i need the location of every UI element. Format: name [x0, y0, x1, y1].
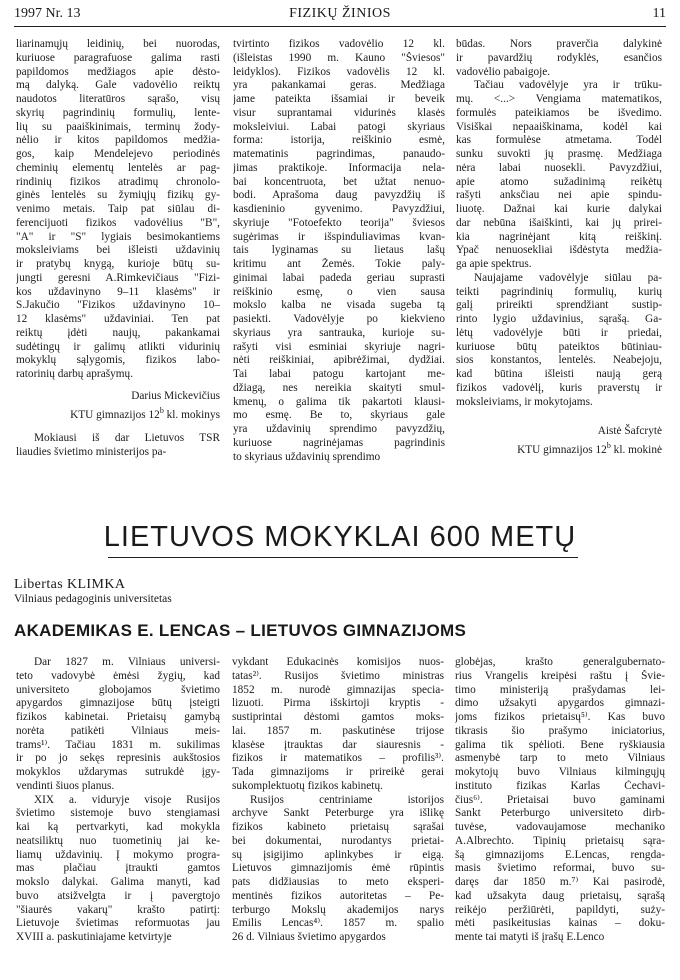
text-line: matematinis pagrindimas, panaudo- — [233, 148, 445, 160]
text-line: moksleiviams bei išleisti uždavinių — [16, 244, 220, 257]
text-line: Emilis Lencas⁴⁾. 1857 m. spalio — [232, 917, 444, 930]
text-line: Tada gimnazijoms ir prireikė gerai — [232, 766, 444, 778]
text-line: reiškinio esmę, o vien sausa — [233, 285, 445, 298]
text-line: liamų uždavinių. Į mokymo progra- — [16, 848, 220, 861]
text-line: Rusijos centriniame istorijos — [250, 793, 444, 806]
text-line: instituto fizikas Karlas Čechavi- — [455, 779, 665, 792]
text-line: mokslo kalba ne visada sugeba tą — [233, 299, 445, 312]
text-line: sukomplektuotų fizikos kabinetų. — [232, 779, 383, 792]
text-line: reikėjo peržiūrėti, papildyti, suży- — [455, 903, 665, 916]
signature-superscript: b — [606, 441, 611, 450]
text-line: Lietuvoje švietimas reformuotas jau — [16, 917, 220, 930]
text-line: mėti pasikeitusias kainas – doku- — [455, 917, 665, 930]
text-line: skyriuje "Fotoefekto teorija" šviesos — [233, 216, 445, 229]
text-line: (išleistas 1990 m. Kauno "Šviesos" — [233, 51, 445, 64]
text-line: globėjas, krašto generalgubernato- — [455, 656, 665, 668]
text-line: sų įsigijimo aplinkybes ir eigą. — [232, 848, 444, 861]
text-line: apie atomo sužadinimą reikėtų — [456, 175, 662, 188]
text-line: venimo metais. Taip pat siūlau di- — [16, 203, 220, 215]
text-line: sugėrimas ir išspinduliavimas kvan- — [233, 230, 445, 243]
text-line: bai koncentruota, bet užtat nenuo- — [233, 175, 445, 188]
text-line: mo esmę. Be to, skyriaus gale — [233, 409, 445, 422]
text-line: mentinės fizikos autoritetas – Pe- — [232, 889, 444, 902]
signature-school — [456, 439, 662, 458]
section-title: LIETUVOS MOKYKLAI 600 METŲ — [103, 521, 577, 553]
text-line: mokyklų sąlygomis, fizikos labo- — [16, 354, 220, 367]
text-line: būdas. Nors praverčia dalykinė — [456, 38, 662, 50]
text-line: leidyklos). Fizikos vadovėlis 12 kl. — [233, 65, 445, 78]
signature-class: kl. mokinys — [163, 408, 220, 421]
text-line: rindinių fizikos atradimų chronolo- — [16, 175, 220, 188]
article-title: AKADEMIKAS E. LENCAS – LIETUVOS GIMNAZIJOMS — [14, 621, 467, 640]
text-line: klasėse įtrauktas dar siauresnis - — [232, 738, 444, 751]
text-line: terburgo Mokslų akademijos narys — [232, 903, 444, 916]
text-line: Lietuvos gimnazijomis ėmė rūpintis — [232, 862, 444, 875]
text-line: vykdant Edukacinės komisijos nuos- — [232, 656, 444, 668]
text-line: liarinamųjų leidinių, bei nuorodas, — [16, 38, 220, 50]
text-line: A.Albrechto. Tipinių prietaisų sąra- — [455, 834, 665, 847]
text-line: naudotos literatūros sąrašo, visų — [16, 93, 220, 105]
text-line: ir pavardžių rodyklės, esančios — [456, 51, 662, 64]
text-line: moksleiviui. Labai patogi skyriaus — [233, 120, 445, 133]
text-line: yra pakankamai geras. Medžiaga — [233, 79, 445, 92]
text-line: rius Vrangelis kreipėsi raštu į Švie- — [455, 669, 665, 682]
text-line: ga apie spektrus. — [456, 258, 532, 270]
text-line: cheminių elementų lentelės ar pag- — [16, 161, 220, 174]
text-line: papildomos medžiagos apie dėsto- — [16, 65, 220, 78]
text-line: teto vadovybė ėmėsi žygių, kad — [16, 669, 220, 682]
text-line: rinto lygio uždavinius, sąrašą. Ga- — [456, 313, 662, 325]
text-line: jungti geresni A.Rimkevičiaus "Fizi- — [16, 271, 220, 284]
text-line: sios konstantos, lentelės. Neabejoju, — [456, 354, 662, 367]
bottom-column-3 — [455, 656, 665, 945]
signature-school-text: KTU gimnazijos 12 — [70, 408, 160, 421]
text-line: to skyriaus uždavinių sprendimo — [233, 450, 381, 463]
text-line: lai. 1857 m. paskutinėse trijose — [232, 724, 444, 737]
text-line: Mokiausi iš dar Lietuvos TSR — [34, 432, 220, 445]
text-line: vadovėlio pabaigoje. — [456, 65, 551, 78]
signature — [456, 425, 662, 457]
signature-school — [16, 404, 220, 423]
text-line: galima tik spėlioti. Bene ryškiausia — [455, 738, 665, 751]
continuation-paragraph — [16, 432, 220, 460]
text-line: trams¹⁾. Tačiau 1831 m. sukilimas — [16, 738, 220, 751]
text-line: Tai labai patogu kartojant me- — [233, 368, 445, 380]
text-line: kos uždavinyno 9–11 klasėms" ir — [16, 285, 220, 298]
text-line: kmenų, o galima tik pakartoti klausi- — [233, 395, 445, 408]
author-name: Libertas KLIMKA — [14, 577, 126, 592]
text-line: norėta patikėti Vilniaus meis- — [16, 724, 220, 737]
text-line: kritimu ant Žemės. Tokie paly- — [233, 258, 445, 270]
text-line: kuriuose paragrafuose galima rasti — [16, 51, 220, 64]
text-line: Visiškai nepaaiškinama, kodėl kai — [456, 120, 662, 133]
text-line: kasdieninio gyvenimo. Pavyzdžiui, — [233, 203, 445, 215]
text-line: daręs dar 1850 m.⁷⁾ Kai pasirodė, — [455, 876, 665, 888]
signature — [16, 390, 220, 422]
bottom-column-1 — [16, 656, 220, 945]
text-line: asmenybė tarp to meto Vilniaus — [455, 752, 665, 765]
signature-superscript: b — [159, 405, 164, 415]
text-line: sudėtingų ir galimų atlikti vidurinių — [16, 340, 220, 353]
text-line: džiagą, nes nereikia skaityti smul- — [233, 381, 445, 394]
text-line: lėtų vadovėlyje būti ir priedai, — [456, 326, 662, 339]
section-title-underline — [108, 557, 578, 558]
text-line: rašyti anksčiau nei apie spindu- — [456, 189, 662, 202]
text-line: Tačiau vadovėlyje yra ir trūku- — [474, 79, 662, 92]
text-line: yra uždavinių sprendimo pavyzdžių, — [233, 423, 445, 435]
text-line: kad būtina išleisti naują gerą — [456, 368, 662, 380]
text-line: mų. <...> Vengiama matematikos, — [456, 93, 662, 105]
text-line: ir po jo sekęs represinis aukštosios — [16, 752, 220, 765]
text-line: bei dokumentai, nurodantys prietai- — [232, 834, 444, 847]
text-line: 1852 m. nurodė gimnazijas specia- — [232, 683, 444, 696]
text-line: kai ką pertvarkyti, kad mokykla — [16, 821, 220, 833]
text-line: S.Jakučio "Fizikos uždavinyno 10– — [16, 299, 220, 312]
text-line: apygardos gimnazijose būtų įsteigti — [16, 697, 220, 710]
text-line: tatas²⁾. Rusijos švietimo ministras — [232, 669, 444, 682]
text-line: kia nagrinėjant kitą reiškinį. — [456, 230, 662, 243]
text-line: timo ministeriją prašydamas lei- — [455, 683, 665, 696]
text-line: fizikos kabinetai. Prietaisų gamybą — [16, 711, 220, 723]
text-line: skyriaus yra santrauka, kurioje su- — [233, 326, 445, 339]
text-line: 12 klasėms" uždaviniai. Ten pat — [16, 313, 220, 325]
text-line: ferencijuoti fizikos vadovėlius "B", — [16, 216, 220, 229]
text-line: lių su paaiškinimais, terminų žody- — [16, 120, 220, 133]
text-line: dimo užsakyti apygardos gimnazi- — [455, 697, 665, 710]
text-line: Sankt Peterburgo universiteto dirb- — [455, 807, 665, 820]
text-line: neatsiliktų nuo tuometinių jai ke- — [16, 834, 220, 847]
text-line: tuvėse, vadovaujamose mechaniko — [455, 821, 665, 833]
author-institution: Vilniaus pedagoginis universitetas — [14, 593, 172, 605]
text-line: fizikos ir matematikos – profilis³⁾. — [232, 752, 444, 765]
page-number: 11 — [652, 6, 666, 21]
signature-name: Aistė Šafcrytė — [597, 425, 662, 438]
text-line: Dar 1827 m. Vilniaus universi- — [34, 656, 220, 668]
text-line: teikti pagrindinių formulių, kurių — [456, 285, 662, 298]
text-line: "A" ir "S" lygiais besimokantiems — [16, 230, 220, 243]
text-line: ginimai labai padeda geriau suprasti — [233, 271, 445, 284]
journal-title: FIZIKŲ ŽINIOS — [289, 6, 391, 21]
text-line: vendinti šiuos planus. — [16, 779, 115, 792]
text-line: joms fizikos prietaisų⁵⁾. Kas buvo — [455, 711, 665, 723]
text-line: fizikos vadovėlį, kuris praverstų ir — [456, 381, 662, 394]
text-line: kuriuose būtų pateiktos būtiniau- — [456, 340, 662, 353]
text-line: tvirtinto fizikos vadovėlio 12 kl. — [233, 38, 445, 50]
text-line: formulės pateikiamos be išvedimo. — [456, 106, 662, 119]
text-line: fizikos kabineto prietaisų sąrašai — [232, 821, 444, 833]
text-line: sustiprintai dėstomi gamtos moks- — [232, 711, 444, 723]
text-line: galį prireikti sprendžiant sustip- — [456, 299, 662, 312]
text-line: visur suprantamai vidurinės klasės — [233, 106, 445, 119]
text-line: dar nebūna išaiškinti, kai jų prirei- — [456, 216, 662, 229]
signature-class: kl. mokinė — [610, 443, 662, 456]
text-line: jimas praktikoje. Informacija nela- — [233, 161, 445, 174]
text-line: Ypač nenuosekliai išdėstyta medžia- — [456, 244, 662, 257]
text-line: kas formulėse atmetama. Todėl — [456, 134, 662, 147]
text-line: šą gimnazijoms E.Lencas, rengda- — [455, 848, 665, 861]
text-line: rašyti visi esminiai skyriuje nagri- — [233, 340, 445, 353]
top-column-3 — [456, 38, 662, 458]
text-line: nėlio ir kitos papildomos medžia- — [16, 134, 220, 147]
text-line: archyve Sankt Peterburge yra išlikę — [232, 807, 444, 820]
text-line: gos, kaip Mendelejevo periodinės — [16, 148, 220, 160]
top-column-2 — [233, 38, 445, 464]
bottom-column-2 — [232, 656, 444, 945]
text-line: ratorinių darbų aprašymų. — [16, 368, 134, 380]
text-line: buvo atsižvelgta ir į pavergtojo — [16, 889, 220, 902]
text-line: forma: istorija, reiškinio esmė, — [233, 134, 445, 147]
text-line: ir pratybų knygą, kurioje būtų su- — [16, 258, 220, 270]
text-line: nėra labai nuosekli. Pavyzdžiui, — [456, 161, 662, 174]
text-line: masis švietimo reformai, buvo su- — [455, 862, 665, 875]
text-line: lizuoti. Pirma išskirtoji kryptis - — [232, 697, 444, 710]
text-line: liuotę. Dažnai kai kurie dalykai — [456, 203, 662, 215]
text-line: sunku suvokti jų prasmę. Medžiaga — [456, 148, 662, 160]
text-line: pasiekti. Vadovėlyje po kiekvieno — [233, 313, 445, 325]
text-line: tikrasis šio prašymo iniciatorius, — [455, 724, 665, 737]
text-line: nėti reiškiniai, apibrėžimai, dydžiai. — [233, 354, 445, 367]
text-line: moksleiviams, ir mokytojams. — [456, 395, 593, 408]
text-line: universiteto globojamos švietimo — [16, 683, 220, 696]
text-line: liaudies švietimo ministerijos pa- — [16, 445, 167, 458]
text-line: mente tai matyti iš įrašų E.Lenco — [455, 931, 605, 943]
text-line: ginės lentelės su žymiųjų fizikų gy- — [16, 189, 220, 202]
text-line: kad užsakyta daug prietaisų, sąrašą — [455, 889, 665, 902]
text-line: švietimo sistemoje buvo stengiamasi — [16, 807, 220, 820]
text-line: XVIII a. paskutiniajame ketvirtyje — [16, 931, 172, 943]
issue-label: 1997 Nr. 13 — [14, 6, 81, 21]
text-line: mą dalyką. Gale vadovėlio reiktų — [16, 79, 220, 92]
text-line: 26 d. Vilniaus švietimo apygardos — [232, 931, 386, 943]
signature-school-text: KTU gimnazijos 12 — [517, 443, 607, 456]
top-column-1 — [16, 38, 220, 460]
author-block — [14, 578, 172, 606]
page-header — [14, 4, 666, 27]
text-line: jame pateikta išsamiai ir beveik — [233, 93, 445, 105]
text-line: reiktų įdėti naujų, pakankamai — [16, 326, 220, 339]
text-line: mokytojų buvo Vilniaus kilmingųjų — [455, 766, 665, 778]
text-line: "šiaurės vakarų" krašto patirtį: — [16, 903, 220, 916]
text-line: tais lyginamas su lietaus lašų — [233, 244, 445, 257]
text-line: mokslo dalykai. Galima manyti, kad — [16, 876, 220, 888]
text-line: mokyklos uždarymas sutrukdė įgy- — [16, 766, 220, 778]
text-line: pats didžiausias to meto eksperi- — [232, 876, 444, 888]
text-line: čius⁶⁾. Prietaisai buvo gaminami — [455, 793, 665, 806]
signature-name: Darius Mickevičius — [131, 389, 220, 402]
text-line: XIX a. viduryje visoje Rusijos — [34, 793, 220, 806]
text-line: bodi. Aprašoma daug pavyzdžių iš — [233, 189, 445, 202]
text-line: skyrių pagrindinių formulių, lente- — [16, 106, 220, 119]
text-line: kuriuose nagrinėjamas pagrindinis — [233, 436, 445, 449]
text-line: mas plačiau įtraukti gamtos — [16, 862, 220, 875]
text-line: Naujajame vadovėlyje siūlau pa- — [474, 271, 662, 284]
